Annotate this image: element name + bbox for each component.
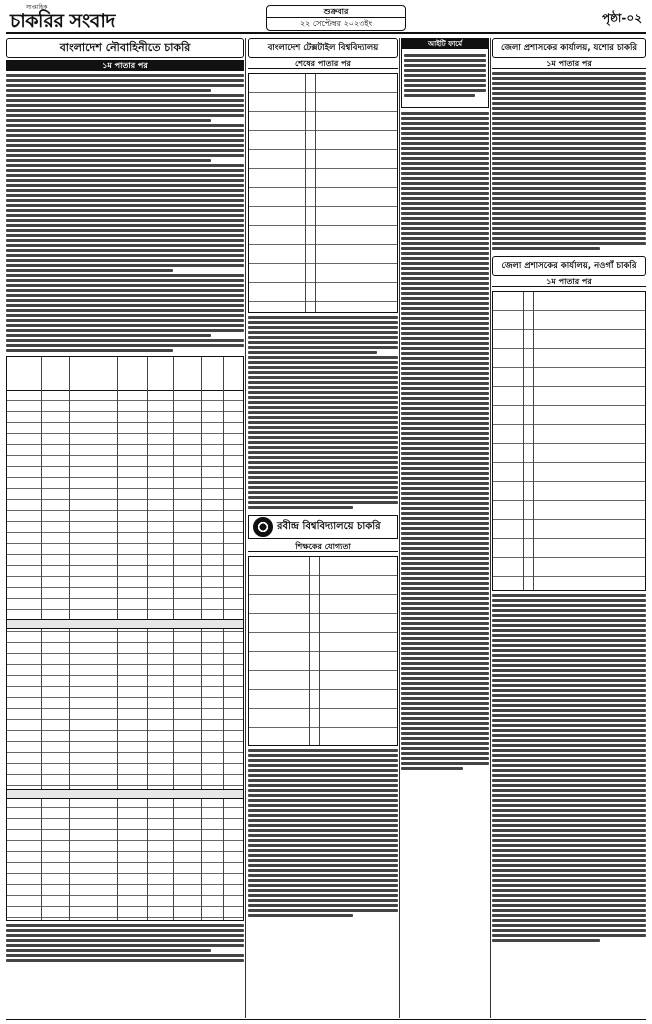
column-divider [490, 38, 491, 1018]
page-number: পৃষ্ঠা-০২ [601, 11, 642, 25]
date-box [266, 5, 406, 31]
rabindra-heading: রবীন্দ্র বিশ্ববিদ্যালয়ে চাকরি [277, 520, 381, 532]
date-day: শুক্রবার [323, 7, 349, 16]
navy-footer-text [6, 924, 244, 962]
classifieds-text [401, 112, 489, 770]
it-firm-ad [401, 38, 489, 108]
textile-body-text [248, 316, 398, 509]
naogaon-heading: জেলা প্রশাসকের কার্যালয়, নওগাঁ চাকরি [492, 256, 646, 276]
rabindra-posts-table [248, 556, 398, 746]
logo-tagline: সাপ্তাহিক [26, 4, 48, 11]
rabindra-subheading: শিক্ষকের যোগ্যতা [248, 541, 398, 552]
navy-body-text [6, 74, 244, 352]
textile-subheading: শেষের পাতার পর [248, 58, 398, 69]
textile-heading: বাংলাদেশ টেক্সটাইল বিশ্ববিদ্যালয় [248, 38, 398, 58]
jessore-subheading: ১ম পাতার পর [492, 58, 646, 69]
classifieds-column [401, 38, 489, 1018]
jessore-heading: জেলা প্রশাসকের কার্যালয়, যশোর চাকরি [492, 38, 646, 58]
naogaon-body-text [492, 594, 646, 942]
jessore-body-text [492, 72, 646, 250]
newspaper-logo [10, 4, 160, 32]
column-divider [399, 38, 400, 1018]
navy-section [6, 38, 244, 1018]
logo-title: চাকরির সংবাদ [10, 10, 115, 32]
rabindra-body-text [248, 749, 398, 917]
textile-university-section [248, 38, 398, 1018]
textile-posts-table [248, 73, 398, 313]
column-divider [245, 38, 246, 1018]
navy-subheading: ১ম পাতার পর [6, 60, 244, 71]
recruitment-schedule-table [6, 356, 244, 921]
rabindra-heading-banner [248, 515, 398, 539]
masthead [6, 4, 646, 34]
naogaon-subheading: ১ম পাতার পর [492, 276, 646, 287]
naogaon-posts-table [492, 291, 646, 591]
date-full: ২২ সেপ্টেম্বর ২০২৩ইং [267, 17, 405, 30]
footer-rule [6, 1019, 646, 1020]
university-seal-icon [253, 517, 273, 537]
navy-heading: বাংলাদেশ নৌবাহিনীতে চাকরি [6, 38, 244, 58]
district-office-section [492, 38, 646, 1018]
it-firm-ad-heading: আইটি ফার্মে [402, 39, 488, 49]
